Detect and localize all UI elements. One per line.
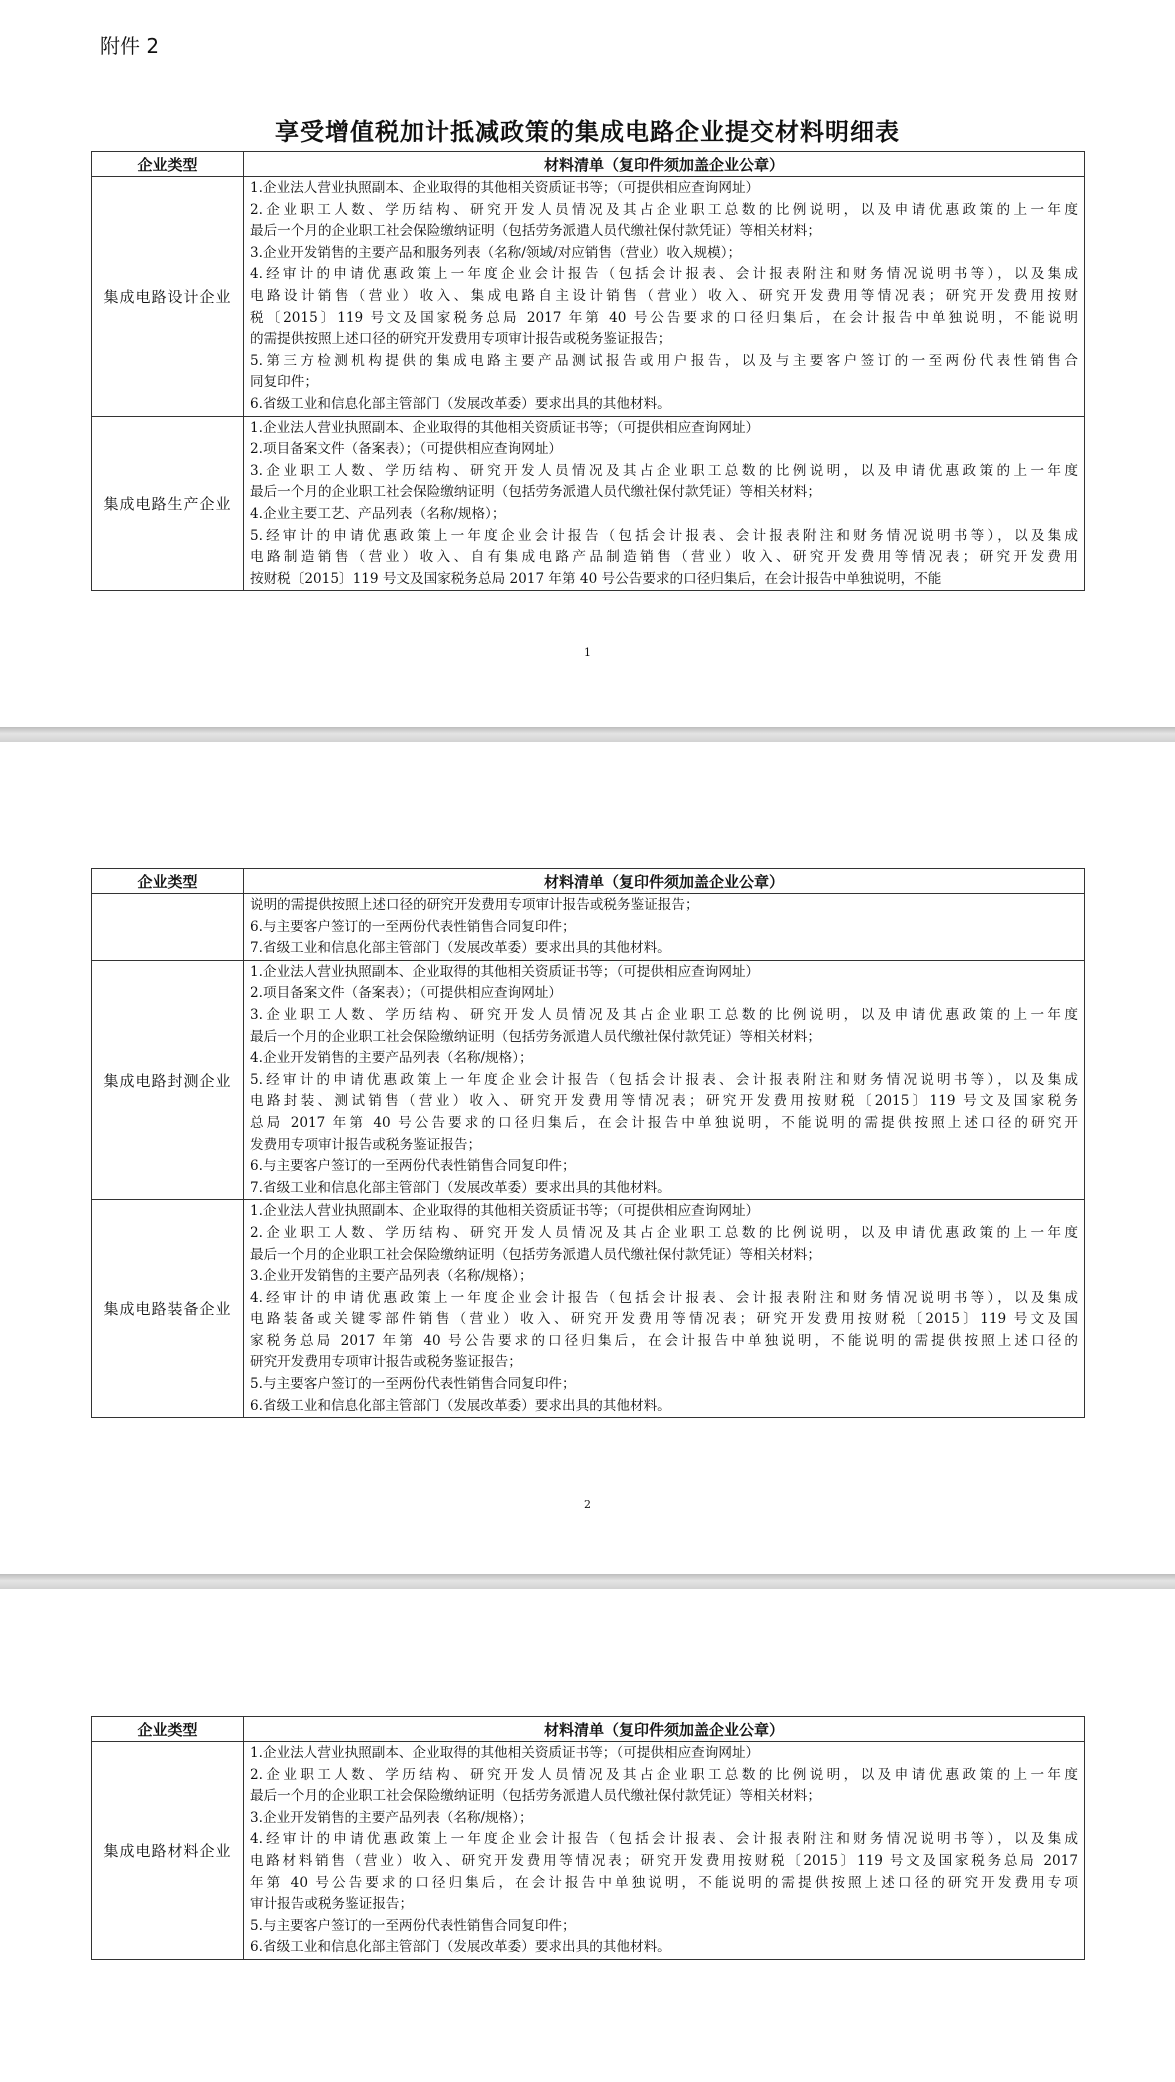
material-line: 1.企业法人营业执照副本、企业取得的其他相关资质证书等；（可提供相应查询网址）	[250, 963, 760, 980]
materials-cell	[244, 960, 1085, 1200]
material-line: 说明的需提供按照上述口径的研究开发费用专项审计报告或税务鉴证报告；	[250, 897, 699, 913]
material-line: 4.经审计的申请优惠政策上一年度企业会计报告（包括会计报表、会计报表附注和财务情况说明书等），以及集成	[250, 266, 1078, 283]
material-line: 电路材料销售（营业）收入、研究开发费用等情况表；研究开发费用按财税〔2015〕119 号文及国家税务总局 2017	[250, 1852, 1078, 1869]
document-page-3	[0, 1589, 1175, 2082]
material-line: 审计报告或税务鉴证报告；	[250, 1896, 414, 1913]
material-line: 发费用专项审计报告或税务鉴证报告；	[250, 1136, 482, 1153]
material-line: 4.经审计的申请优惠政策上一年度企业会计报告（包括会计报表、会计报表附注和财务情况说明书等），以及集成	[250, 1289, 1078, 1306]
header-materials: 材料清单（复印件须加盖企业公章）	[244, 152, 1085, 177]
table-row	[92, 1200, 1085, 1418]
materials-cell	[244, 1742, 1085, 1960]
material-line: 家税务总局 2017 年第 40 号公告要求的口径归集后，在会计报告中单独说明，不能说明的需提供按照上述口径的	[250, 1332, 1078, 1349]
company-type-cell: 集成电路设计企业	[92, 177, 244, 417]
header-company-type: 企业类型	[92, 1717, 244, 1742]
table-header-row	[92, 152, 1085, 177]
material-line: 2.项目备案文件（备案表）；（可提供相应查询网址）	[250, 985, 563, 1002]
material-line: 7.省级工业和信息化部主管部门（发展改革委）要求出具的其他材料。	[250, 940, 671, 957]
table-clip-page-1	[91, 151, 1087, 599]
table-body	[92, 894, 1085, 1418]
material-line: 5.与主要客户签订的一至两份代表性销售合同复印件；	[250, 1376, 576, 1393]
material-line: 2.企业职工人数、学历结构、研究开发人员情况及其占企业职工总数的比例说明，以及申请优惠政策的上一年度	[250, 201, 1078, 218]
header-materials: 材料清单（复印件须加盖企业公章）	[244, 869, 1085, 894]
table-header-row	[92, 1717, 1085, 1742]
table-row	[92, 416, 1085, 591]
page-separator	[0, 727, 1175, 742]
material-line: 4.企业主要工艺、产品列表（名称/规格）；	[250, 505, 506, 522]
material-line: 年第 40 号公告要求的口径归集后，在会计报告中单独说明，不能说明的需提供按照上述口径的研究开发费用专项	[250, 1874, 1078, 1891]
material-line: 3.企业开发销售的主要产品列表（名称/规格）；	[250, 1268, 533, 1285]
material-line: 电路封装、测试销售（营业）收入、研究开发费用等情况表；研究开发费用按财税〔2015〕119 号文及国家税务	[250, 1093, 1078, 1110]
material-line: 5.与主要客户签订的一至两份代表性销售合同复印件；	[250, 1917, 576, 1934]
header-company-type: 企业类型	[92, 869, 244, 894]
material-line: 税〔2015〕119 号文及国家税务总局 2017 年第 40 号公告要求的口径归集后，在会计报告中单独说明，不能说明	[250, 309, 1078, 326]
page-number: 1	[584, 646, 591, 659]
document-page-2	[0, 742, 1175, 1574]
company-type-cell: 集成电路生产企业	[92, 416, 244, 591]
material-line: 1.企业法人营业执照副本、企业取得的其他相关资质证书等；（可提供相应查询网址）	[250, 1745, 760, 1761]
page-separator	[0, 1574, 1175, 1589]
page-number: 2	[584, 1498, 591, 1511]
material-line: 1.企业法人营业执照副本、企业取得的其他相关资质证书等；（可提供相应查询网址）	[250, 1203, 760, 1220]
company-type-cell: 集成电路材料企业	[92, 1742, 244, 1960]
materials-cell	[244, 1200, 1085, 1418]
material-line: 5.第三方检测机构提供的集成电路主要产品测试报告或用户报告，以及与主要客户签订的一至两份代表性销售合	[250, 352, 1078, 369]
attachment-label: 附件 2	[100, 34, 160, 58]
materials-table-page-2	[91, 868, 1085, 1418]
company-type-cell: 集成电路封测企业	[92, 960, 244, 1200]
company-type-cell	[92, 894, 244, 961]
material-line: 电路装备或关键零部件销售（营业）收入、研究开发费用等情况表；研究开发费用按财税〔2015〕119 号文及国	[250, 1311, 1078, 1328]
material-line: 电路设计销售（营业）收入、集成电路自主设计销售（营业）收入、研究开发费用等情况表；研究开发费用按财	[250, 287, 1078, 304]
table-header-row	[92, 869, 1085, 894]
material-line: 6.省级工业和信息化部主管部门（发展改革委）要求出具的其他材料。	[250, 1939, 671, 1956]
material-line: 1.企业法人营业执照副本、企业取得的其他相关资质证书等；（可提供相应查询网址）	[250, 419, 760, 436]
header-company-type: 企业类型	[92, 152, 244, 177]
material-line: 电路制造销售（营业）收入、自有集成电路产品制造销售（营业）收入、研究开发费用等情况表；研究开发费用	[250, 549, 1078, 566]
materials-cell	[244, 416, 1085, 591]
material-line: 同复印件；	[250, 374, 318, 391]
materials-cell	[244, 177, 1085, 417]
table-row	[92, 960, 1085, 1200]
material-line: 研究开发费用专项审计报告或税务鉴证报告；	[250, 1354, 522, 1371]
material-line: 最后一个月的企业职工社会保险缴纳证明（包括劳务派遣人员代缴社保付款凭证）等相关材料；	[250, 223, 821, 240]
material-line: 3.企业职工人数、学历结构、研究开发人员情况及其占企业职工总数的比例说明，以及申请优惠政策的上一年度	[250, 1006, 1078, 1023]
material-line: 3.企业开发销售的主要产品列表（名称/规格）；	[250, 1809, 533, 1826]
table-row	[92, 177, 1085, 417]
table-row	[92, 894, 1085, 961]
document-page-1	[0, 0, 1175, 727]
materials-cell	[244, 894, 1085, 961]
material-line: 6.与主要客户签订的一至两份代表性销售合同复印件；	[250, 1158, 576, 1175]
document-title: 享受增值税加计抵减政策的集成电路企业提交材料明细表	[275, 117, 900, 146]
material-line: 6.省级工业和信息化部主管部门（发展改革委）要求出具的其他材料。	[250, 1397, 671, 1414]
materials-table-page-1	[91, 151, 1085, 591]
material-line: 2.项目备案文件（备案表）；（可提供相应查询网址）	[250, 441, 563, 458]
material-line: 6.省级工业和信息化部主管部门（发展改革委）要求出具的其他材料。	[250, 395, 671, 412]
material-line: 5.经审计的申请优惠政策上一年度企业会计报告（包括会计报表、会计报表附注和财务情况说明书等），以及集成	[250, 1071, 1078, 1088]
material-line: 4.经审计的申请优惠政策上一年度企业会计报告（包括会计报表、会计报表附注和财务情况说明书等），以及集成	[250, 1831, 1078, 1848]
material-line: 最后一个月的企业职工社会保险缴纳证明（包括劳务派遣人员代缴社保付款凭证）等相关材料；	[250, 1246, 821, 1263]
material-line: 5.经审计的申请优惠政策上一年度企业会计报告（包括会计报表、会计报表附注和财务情况说明书等），以及集成	[250, 527, 1078, 544]
header-materials: 材料清单（复印件须加盖企业公章）	[244, 1717, 1085, 1742]
table-body	[92, 177, 1085, 591]
material-line: 1.企业法人营业执照副本、企业取得的其他相关资质证书等；（可提供相应查询网址）	[250, 180, 760, 196]
material-line: 最后一个月的企业职工社会保险缴纳证明（包括劳务派遣人员代缴社保付款凭证）等相关材料；	[250, 1788, 821, 1805]
table-row	[92, 1742, 1085, 1960]
company-type-cell: 集成电路装备企业	[92, 1200, 244, 1418]
material-line: 的需提供按照上述口径的研究开发费用专项审计报告或税务鉴证报告；	[250, 331, 672, 348]
material-line: 6.与主要客户签订的一至两份代表性销售合同复印件；	[250, 918, 576, 935]
material-line: 总局 2017 年第 40 号公告要求的口径归集后，在会计报告中单独说明，不能说明的需提供按照上述口径的研究开	[250, 1114, 1078, 1131]
table-body	[92, 1742, 1085, 1960]
material-line: 3.企业职工人数、学历结构、研究开发人员情况及其占企业职工总数的比例说明，以及申请优惠政策的上一年度	[250, 462, 1078, 479]
material-line: 最后一个月的企业职工社会保险缴纳证明（包括劳务派遣人员代缴社保付款凭证）等相关材料；	[250, 484, 821, 501]
material-line: 2.企业职工人数、学历结构、研究开发人员情况及其占企业职工总数的比例说明，以及申请优惠政策的上一年度	[250, 1224, 1078, 1241]
materials-table-page-3	[91, 1716, 1085, 1960]
material-line: 4.企业开发销售的主要产品列表（名称/规格）；	[250, 1050, 533, 1067]
material-line: 3.企业开发销售的主要产品和服务列表（名称/领域/对应销售（营业）收入规模）；	[250, 244, 742, 261]
material-line: 最后一个月的企业职工社会保险缴纳证明（包括劳务派遣人员代缴社保付款凭证）等相关材料；	[250, 1028, 821, 1045]
material-line: 7.省级工业和信息化部主管部门（发展改革委）要求出具的其他材料。	[250, 1179, 671, 1196]
material-line: 2.企业职工人数、学历结构、研究开发人员情况及其占企业职工总数的比例说明，以及申请优惠政策的上一年度	[250, 1766, 1078, 1783]
material-line: 按财税〔2015〕119 号文及国家税务总局 2017 年第 40 号公告要求的口径归集后，在会计报告中单独说明，不能	[250, 570, 942, 587]
